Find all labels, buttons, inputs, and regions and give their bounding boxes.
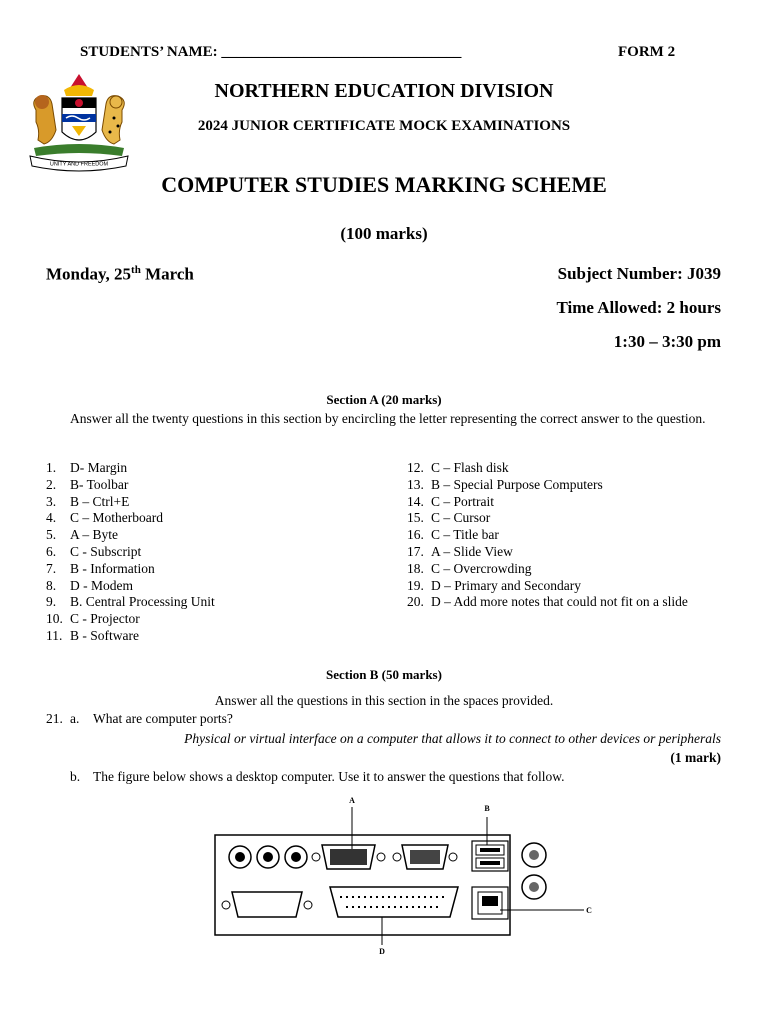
question-21b-text: The figure below shows a desktop computer. Use it to answer the questions that follow. — [93, 769, 565, 784]
answer-item — [46, 494, 376, 511]
answer-text: C - Projector — [70, 611, 140, 627]
answer-text: B - Software — [70, 627, 139, 643]
answer-number: 17. — [407, 543, 424, 559]
answer-item — [46, 477, 376, 494]
answer-number: 15. — [407, 510, 424, 526]
answer-text: B – Special Purpose Computers — [431, 476, 603, 492]
answer-text: C – Portrait — [431, 493, 494, 509]
answer-text: B – Ctrl+E — [70, 493, 130, 509]
section-b-heading: Section B (50 marks) — [326, 667, 442, 682]
answer-item — [407, 578, 707, 595]
answer-item — [407, 544, 707, 561]
answer-text: A – Slide View — [431, 543, 513, 559]
exam-date: Monday, 25th March — [46, 264, 194, 284]
answer-item — [407, 594, 707, 611]
answer-text: B. Central Processing Unit — [70, 594, 215, 610]
answer-number: 8. — [46, 577, 57, 593]
answer-text: C – Overcrowding — [431, 560, 532, 576]
question-21-number: 21. — [46, 711, 63, 726]
answer-number: 6. — [46, 543, 57, 559]
computer-ports-diagram — [210, 795, 605, 960]
answer-text: D - Modem — [70, 577, 133, 593]
subject-title: COMPUTER STUDIES MARKING SCHEME — [161, 172, 607, 197]
answer-item — [46, 460, 376, 477]
answer-number: 1. — [46, 460, 57, 475]
answer-text: D – Primary and Secondary — [431, 577, 581, 593]
usb-ports-icon — [472, 841, 508, 871]
answer-item — [46, 628, 376, 645]
answer-item — [407, 460, 707, 477]
answer-text: C – Motherboard — [70, 510, 163, 526]
answer-text: B- Toolbar — [70, 476, 129, 492]
answer-number: 4. — [46, 510, 57, 526]
section-a-heading: Section A (20 marks) — [326, 392, 442, 407]
question-21a-answer: Physical or virtual interface on a computer that allows it to connect to other devices or peripherals — [184, 731, 721, 746]
answer-text: D – Add more notes that could not fit on a slide — [431, 594, 688, 610]
answer-number: 13. — [407, 476, 424, 492]
answer-item — [46, 611, 376, 628]
answer-text: C – Title bar — [431, 527, 499, 543]
answer-number: 10. — [46, 611, 63, 627]
answer-item — [46, 544, 376, 561]
diagram-label-c: C — [586, 906, 592, 915]
answer-number: 19. — [407, 577, 424, 593]
question-21b-label: b. — [70, 769, 81, 784]
question-21a-text: What are computer ports? — [93, 711, 233, 726]
answers-right-list — [407, 460, 707, 611]
answer-text: C - Subscript — [70, 543, 142, 559]
answer-number: 14. — [407, 493, 424, 509]
answer-number: 3. — [46, 493, 57, 509]
total-marks: (100 marks) — [340, 224, 428, 243]
answer-item — [46, 527, 376, 544]
answer-text: D- Margin — [70, 460, 128, 475]
answer-number: 9. — [46, 594, 57, 610]
subject-number: Subject Number: J039 — [557, 264, 721, 283]
question-21a-label: a. — [70, 711, 80, 726]
answer-text: A – Byte — [70, 527, 119, 543]
answer-text: C – Flash disk — [431, 460, 509, 475]
answer-item — [407, 510, 707, 527]
answer-item — [407, 477, 707, 494]
students-name-label: STUDENTS’ NAME: ________________________________ — [80, 44, 462, 60]
answer-number: 18. — [407, 560, 424, 576]
section-b-instruction: Answer all the questions in this section in the spaces provided. — [214, 693, 554, 708]
answer-item — [407, 561, 707, 578]
answer-item — [407, 527, 707, 544]
parallel-port-icon — [330, 887, 458, 917]
answer-number: 5. — [46, 527, 57, 543]
answer-number: 16. — [407, 527, 424, 543]
section-a-instruction: Answer all the twenty questions in this section by encircling the letter representing the correct answer to the question. — [70, 411, 706, 426]
answer-item — [46, 594, 376, 611]
answer-number: 7. — [46, 560, 57, 576]
answer-item — [46, 510, 376, 527]
svg-text:UNITY AND FREEDOM: UNITY AND FREEDOM — [49, 161, 109, 168]
diagram-label-d: D — [379, 947, 385, 956]
ps2-ports-icon — [522, 843, 546, 899]
answer-item — [46, 578, 376, 595]
answer-text: B - Information — [70, 560, 155, 576]
ethernet-port-icon — [472, 887, 508, 919]
answer-number: 12. — [407, 460, 424, 475]
answer-number: 20. — [407, 594, 424, 610]
audio-jacks-icon — [229, 846, 307, 868]
division-title: NORTHERN EDUCATION DIVISION — [214, 80, 554, 102]
time-allowed: Time Allowed: 2 hours — [556, 298, 721, 317]
diagram-label-a: A — [349, 796, 355, 805]
form-label: FORM 2 — [618, 44, 676, 60]
answer-item — [46, 561, 376, 578]
answer-item — [407, 494, 707, 511]
answer-text: C – Cursor — [431, 510, 491, 526]
answer-number: 11. — [46, 627, 63, 643]
answers-left-list — [46, 460, 376, 645]
diagram-label-b: B — [484, 804, 490, 813]
answer-number: 2. — [46, 476, 57, 492]
question-21a-marks: (1 mark) — [670, 750, 721, 765]
time-range: 1:30 – 3:30 pm — [613, 332, 721, 351]
exam-title: 2024 JUNIOR CERTIFICATE MOCK EXAMINATIONS — [197, 118, 571, 134]
